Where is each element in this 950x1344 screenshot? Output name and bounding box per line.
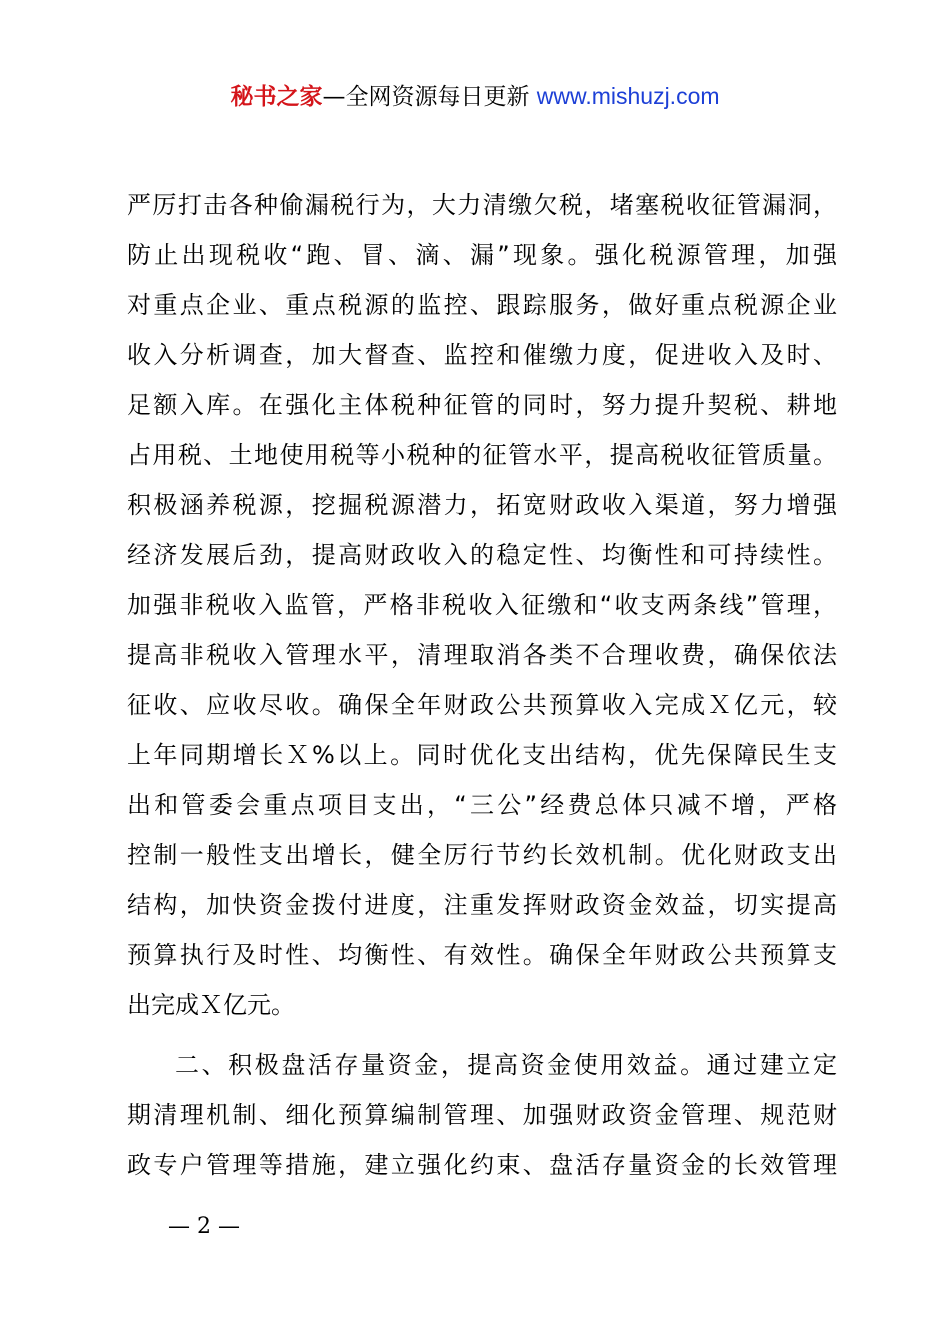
text-line: 出完成Ｘ亿元。 bbox=[127, 991, 295, 1019]
text-line: 严厉打击各种偷漏税行为，大力清缴欠税，堵塞税收征管漏洞， bbox=[127, 191, 837, 219]
text-line: 征收、应收尽收。确保全年财政公共预算收入完成Ｘ亿元，较 bbox=[127, 691, 837, 719]
text-line: 足额入库。在强化主体税种征管的同时，努力提升契税、耕地 bbox=[127, 391, 837, 419]
document-body bbox=[127, 180, 837, 1190]
text-line: 收入分析调查，加大督查、监控和催缴力度，促进收入及时、 bbox=[127, 341, 837, 369]
text-line: 对重点企业、重点税源的监控、跟踪服务，做好重点税源企业 bbox=[127, 291, 837, 319]
text-line: 控制一般性支出增长，健全厉行节约长效机制。优化财政支出 bbox=[127, 841, 837, 869]
site-header bbox=[0, 80, 950, 113]
text-line: 上年同期增长Ｘ%以上。同时优化支出结构，优先保障民生支 bbox=[127, 741, 837, 769]
text-line: 政专户管理等措施，建立强化约束、盘活存量资金的长效管理 bbox=[127, 1151, 837, 1179]
text-line: 占用税、土地使用税等小税种的征管水平，提高税收征管质量。 bbox=[127, 441, 837, 469]
text-line: 出和管委会重点项目支出，“三公”经费总体只减不增，严格 bbox=[127, 791, 837, 819]
page-number: — 2 — bbox=[168, 1214, 240, 1239]
section-heading-line: 二、积极盘活存量资金，提高资金使用效益。通过建立定 bbox=[175, 1051, 837, 1079]
text-line: 结构，加快资金拨付进度，注重发挥财政资金效益，切实提高 bbox=[127, 891, 837, 919]
brand-name: 秘书之家 bbox=[230, 84, 323, 110]
text-line: 防止出现税收“跑、冒、滴、漏”现象。强化税源管理，加强 bbox=[127, 241, 837, 269]
text-line: 期清理机制、细化预算编制管理、加强财政资金管理、规范财 bbox=[127, 1101, 837, 1129]
text-line: 加强非税收入监管，严格非税收入征缴和“收支两条线”管理， bbox=[127, 591, 837, 619]
text-line: 积极涵养税源，挖掘税源潜力，拓宽财政收入渠道，努力增强 bbox=[127, 491, 837, 519]
text-line: 提高非税收入管理水平，清理取消各类不合理收费，确保依法 bbox=[127, 641, 837, 669]
text-line: 经济发展后劲，提高财政收入的稳定性、均衡性和可持续性。 bbox=[127, 541, 837, 569]
text-line: 预算执行及时性、均衡性、有效性。确保全年财政公共预算支 bbox=[127, 941, 837, 969]
site-url[interactable]: www.mishuzj.com bbox=[536, 83, 720, 109]
header-tagline: —全网资源每日更新 bbox=[322, 84, 537, 110]
